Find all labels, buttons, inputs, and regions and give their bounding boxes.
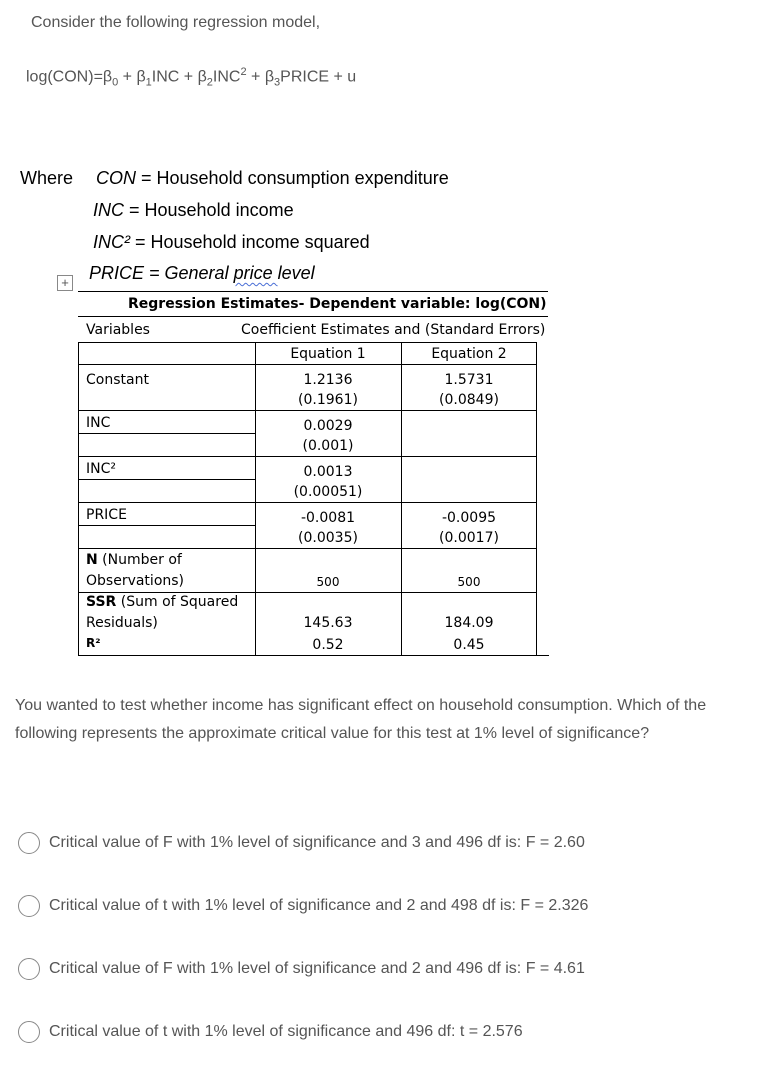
row-divider bbox=[78, 479, 255, 480]
row-label-ssr-cont: Residuals) bbox=[86, 615, 158, 631]
constant-eq2-se: (0.0849) bbox=[439, 392, 499, 408]
option-3[interactable] bbox=[18, 958, 585, 980]
option-4-label[interactable]: Critical value of t with 1% level of significance and 496 df: t = 2.576 bbox=[49, 1023, 523, 1040]
definition-price: PRICE = General price level bbox=[89, 263, 315, 283]
constant-eq1-se: (0.1961) bbox=[298, 392, 358, 408]
intro-text: Consider the following regression model, bbox=[31, 14, 321, 31]
radio-button-icon[interactable] bbox=[18, 958, 40, 980]
r2-eq2: 0.45 bbox=[453, 637, 485, 653]
option-1-label[interactable]: Critical value of F with 1% level of significance and 3 and 496 df is: F = 2.60 bbox=[49, 834, 585, 851]
col-divider-2 bbox=[401, 342, 402, 656]
table-title-rule bbox=[78, 316, 548, 317]
row-label-n: N (Number of bbox=[86, 552, 182, 568]
radio-button-icon[interactable] bbox=[18, 895, 40, 917]
constant-eq1: 1.2136 bbox=[303, 372, 353, 388]
radio-button-icon[interactable] bbox=[18, 1021, 40, 1043]
variables-header: Variables bbox=[86, 322, 150, 338]
row-label-inc: INC bbox=[86, 415, 111, 431]
inc-eq1: 0.0029 bbox=[303, 418, 353, 434]
definition-inc: INC = Household income bbox=[93, 200, 294, 220]
row-divider bbox=[78, 456, 537, 457]
option-2[interactable] bbox=[18, 895, 588, 917]
row-divider bbox=[78, 410, 537, 411]
inc2-eq1-se: (0.00051) bbox=[293, 484, 363, 500]
price-eq1-se: (0.0035) bbox=[298, 530, 358, 546]
option-1[interactable] bbox=[18, 832, 585, 854]
row-divider bbox=[78, 433, 255, 434]
inc-eq1-se: (0.001) bbox=[302, 438, 354, 454]
row-label-n-cont: Observations) bbox=[86, 573, 185, 589]
price-eq2: -0.0095 bbox=[441, 510, 497, 526]
r2-eq1: 0.52 bbox=[312, 637, 344, 653]
n-eq1: 500 bbox=[316, 575, 340, 589]
coef-header: Coefficient Estimates and (Standard Errors) bbox=[241, 322, 546, 338]
row-divider bbox=[78, 592, 537, 593]
row-divider bbox=[78, 548, 537, 549]
table-title: Regression Estimates- Dependent variable: log(CON) bbox=[128, 296, 547, 312]
ssr-eq1: 145.63 bbox=[303, 615, 353, 631]
price-eq1: -0.0081 bbox=[300, 510, 356, 526]
table-top-rule bbox=[78, 291, 548, 292]
row-divider bbox=[78, 502, 537, 503]
price-eq2-se: (0.0017) bbox=[439, 530, 499, 546]
radio-button-icon[interactable] bbox=[18, 832, 40, 854]
question-text: You wanted to test whether income has significant effect on household consumption. Which of the following represents the approximate critical value for this test at 1% level of significance? bbox=[15, 697, 707, 742]
eq2-header: Equation 2 bbox=[431, 346, 507, 362]
table-bottom-tail bbox=[537, 655, 549, 656]
eq1-header: Equation 1 bbox=[290, 346, 366, 362]
constant-eq2: 1.5731 bbox=[444, 372, 494, 388]
definition-inc2: INC² = Household income squared bbox=[93, 232, 370, 252]
row-label-inc2: INC² bbox=[86, 461, 116, 477]
row-divider bbox=[78, 364, 537, 365]
row-label-constant: Constant bbox=[86, 372, 149, 388]
ssr-eq2: 184.09 bbox=[444, 615, 494, 631]
row-divider bbox=[78, 525, 255, 526]
definition-con: CON = Household consumption expenditure bbox=[96, 168, 449, 188]
row-label-ssr: SSR (Sum of Squared bbox=[86, 594, 239, 610]
inc2-eq1: 0.0013 bbox=[303, 464, 353, 480]
regression-model-equation: $\log(CON)=\beta_0 + \beta_1INC + \beta_2INC^2$ + $\beta_3PRICE + u$ bbox=[26, 66, 357, 89]
option-3-label[interactable]: Critical value of F with 1% level of significance and 2 and 496 df is: F = 4.61 bbox=[49, 960, 585, 977]
option-4[interactable] bbox=[18, 1021, 523, 1043]
row-label-price: PRICE bbox=[86, 507, 127, 523]
table-move-handle-icon[interactable]: + bbox=[57, 275, 73, 291]
n-eq2: 500 bbox=[457, 575, 481, 589]
row-label-r2: R² bbox=[86, 636, 101, 650]
definition-where: Where bbox=[20, 168, 74, 188]
option-2-label[interactable]: Critical value of t with 1% level of significance and 2 and 498 df is: F = 2.326 bbox=[49, 897, 589, 914]
